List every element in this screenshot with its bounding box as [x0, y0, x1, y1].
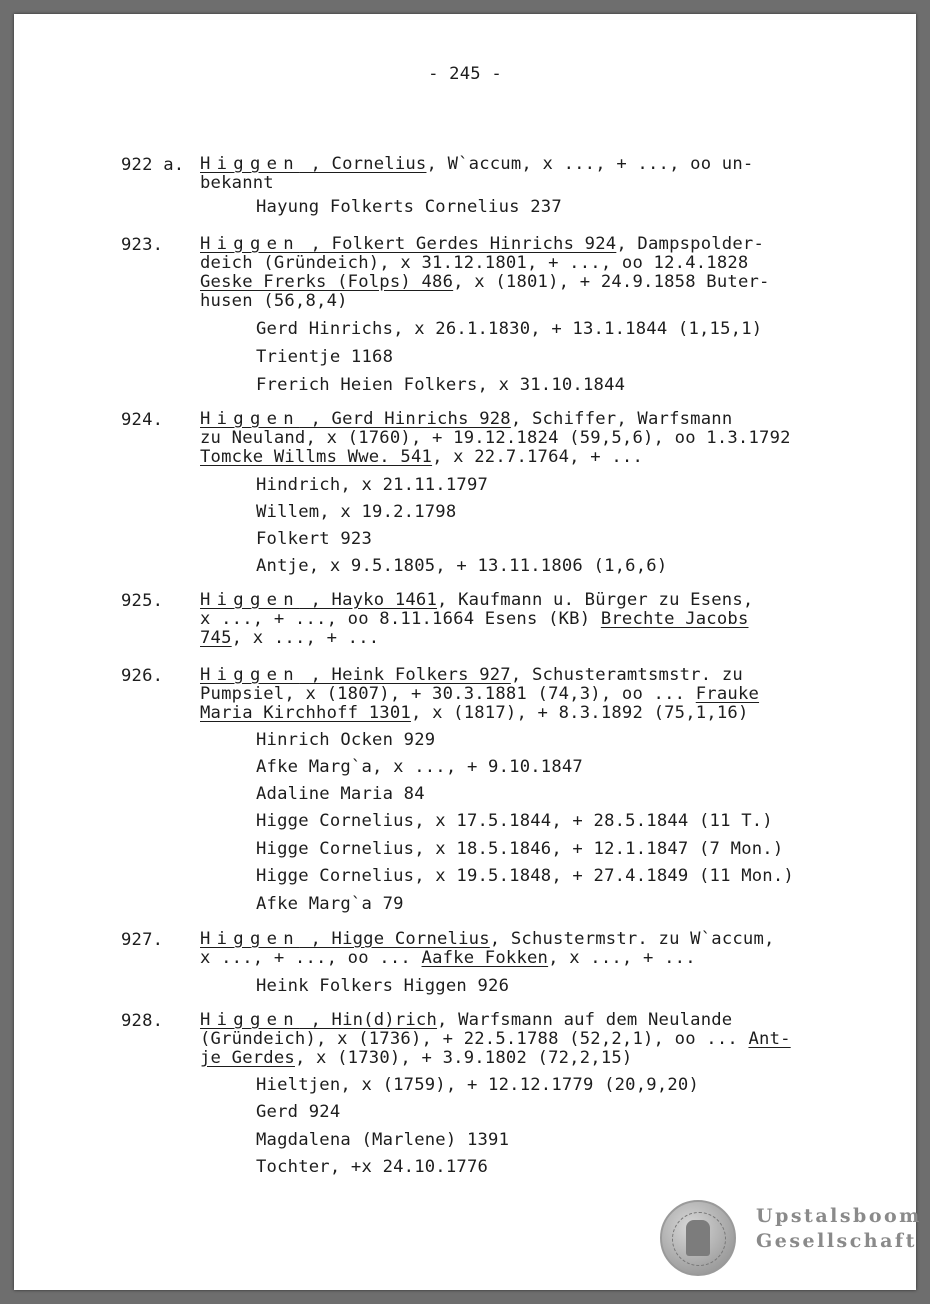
entry-text-segment: , Dampspolder-: [616, 234, 764, 254]
entry-line: [200, 591, 860, 610]
entry-line: [200, 949, 860, 968]
entry-line: [200, 254, 860, 273]
entry-text-segment: , Heink Folkers 927: [299, 665, 511, 685]
child-item: Tochter, +x 24.10.1776: [256, 1157, 489, 1177]
entry-text-segment: (Gründeich), x (1736), + 22.5.1788 (52,2,1), oo ...: [200, 1029, 749, 1049]
entry-line: [200, 629, 860, 648]
entry-text-segment: , x (1801), + 24.9.1858 Buter-: [453, 272, 770, 292]
entry-text-segment: je Gerdes: [200, 1048, 295, 1068]
child-item: Magdalena (Marlene) 1391: [256, 1130, 510, 1150]
child-item: Hayung Folkerts Cornelius 237: [256, 197, 562, 217]
entry-line: [200, 1011, 860, 1030]
child-item: Hindrich, x 21.11.1797: [256, 475, 489, 495]
child-item: Afke Marg`a, x ..., + 9.10.1847: [256, 757, 583, 777]
entry-text-segment: Ant-: [748, 1029, 791, 1049]
entry-line: [200, 273, 860, 292]
entry-text-segment: x ..., + ..., oo 8.11.1664 Esens (KB): [200, 609, 601, 629]
entry-text-segment: , Warfsmann auf dem Neulande: [437, 1010, 733, 1030]
entry-text-segment: , Schiffer, Warfsmann: [510, 409, 733, 429]
surname: Higgen: [200, 154, 300, 174]
entry-text-segment: , Higge Cornelius: [299, 929, 490, 949]
child-item: Trientje 1168: [256, 347, 394, 367]
entry-text-segment: Brechte Jacobs: [600, 609, 749, 629]
entry-line: [200, 1030, 860, 1049]
entry-line: [200, 448, 860, 467]
entry-text-segment: , x ..., + ...: [548, 948, 696, 968]
entry-number: 925.: [121, 591, 164, 611]
child-item: Willem, x 19.2.1798: [256, 502, 457, 522]
entry-text: [200, 930, 860, 968]
child-item: Antje, x 9.5.1805, + 13.11.1806 (1,6,6): [256, 556, 668, 576]
entry-number: 924.: [121, 410, 164, 430]
entry-text-segment: , x (1730), + 3.9.1802 (72,2,15): [294, 1048, 633, 1068]
surname: Higgen: [200, 929, 300, 949]
document-page: [14, 14, 922, 1290]
entry-line: [200, 930, 860, 949]
entry-text-segment: , Hin(d)rich: [299, 1010, 438, 1030]
entry-text: [200, 155, 860, 193]
entry-text: [200, 1011, 860, 1068]
society-logo: [660, 1200, 920, 1276]
entry-text-segment: , Hayko 1461: [299, 590, 438, 610]
child-item: Higge Cornelius, x 17.5.1844, + 28.5.1844 (11 T.): [256, 811, 773, 831]
child-item: Higge Cornelius, x 19.5.1848, + 27.4.1849 (11 Mon.): [256, 866, 794, 886]
entry-text-segment: , Schustermstr. zu W`accum,: [489, 929, 775, 949]
entry-text-segment: bekannt: [200, 173, 274, 193]
child-item: Hinrich Ocken 929: [256, 730, 436, 750]
entry-line: [200, 1049, 860, 1068]
entry-text-segment: husen (56,8,4): [200, 291, 348, 311]
entry-number: 927.: [121, 930, 164, 950]
entry-text-segment: Maria Kirchhoff 1301: [200, 703, 411, 723]
entry-line: [200, 610, 860, 629]
entry-line: [200, 704, 860, 723]
entry-text-segment: , Schusteramtsmstr. zu: [510, 665, 743, 685]
entry-text-segment: Geske Frerks (Folps) 486: [200, 272, 454, 292]
surname: Higgen: [200, 409, 300, 429]
child-item: Folkert 923: [256, 529, 373, 549]
entry-text-segment: Pumpsiel, x (1807), + 30.3.1881 (74,3), oo ...: [200, 684, 696, 704]
child-item: Gerd Hinrichs, x 26.1.1830, + 13.1.1844 (1,15,1): [256, 319, 763, 339]
entry-text-segment: , W`accum, x ..., + ..., oo un-: [426, 154, 754, 174]
entry-text-segment: deich (Gründeich), x 31.12.1801, + ..., oo 12.4.1828: [200, 253, 749, 273]
entry-text: [200, 235, 860, 311]
entry-text-segment: , x (1817), + 8.3.1892 (75,1,16): [410, 703, 749, 723]
seal-emblem-icon: [660, 1200, 736, 1276]
entry-line: [200, 429, 860, 448]
entry-text: [200, 410, 860, 467]
entry-line: [200, 174, 860, 193]
entry-line: [200, 155, 860, 174]
child-item: Frerich Heien Folkers, x 31.10.1844: [256, 375, 626, 395]
entry-text-segment: Aafke Fokken: [421, 948, 549, 968]
logo-line-2: Gesellschaft: [756, 1230, 917, 1252]
surname: Higgen: [200, 665, 300, 685]
surname: Higgen: [200, 1010, 300, 1030]
logo-line-1: Upstalsboom: [756, 1205, 922, 1227]
entry-text-segment: , x ..., + ...: [231, 628, 380, 648]
child-item: Heink Folkers Higgen 926: [256, 976, 510, 996]
entry-number: 926.: [121, 666, 164, 686]
child-item: Higge Cornelius, x 18.5.1846, + 12.1.1847 (7 Mon.): [256, 839, 784, 859]
entry-text-segment: , Kaufmann u. Bürger zu Esens,: [437, 590, 754, 610]
entry-line: [200, 666, 860, 685]
child-item: Hieltjen, x (1759), + 12.12.1779 (20,9,20): [256, 1075, 700, 1095]
child-item: Adaline Maria 84: [256, 784, 425, 804]
entry-text-segment: x ..., + ..., oo ...: [200, 948, 422, 968]
entry-text-segment: Frauke: [695, 684, 760, 704]
entry-text-segment: , Cornelius: [299, 154, 427, 174]
surname: Higgen: [200, 234, 300, 254]
entry-text-segment: , Gerd Hinrichs 928: [299, 409, 511, 429]
entry-text-segment: zu Neuland, x (1760), + 19.12.1824 (59,5,6), oo 1.3.1792: [200, 428, 791, 448]
entry-line: [200, 235, 860, 254]
entry-text: [200, 666, 860, 723]
entry-text-segment: Tomcke Willms Wwe. 541: [200, 447, 433, 467]
entry-line: [200, 292, 860, 311]
entry-number: 928.: [121, 1011, 164, 1031]
entry-text: [200, 591, 860, 648]
entry-number: 923.: [121, 235, 164, 255]
entry-text-segment: , Folkert Gerdes Hinrichs 924: [299, 234, 617, 254]
surname: Higgen: [200, 590, 300, 610]
child-item: Afke Marg`a 79: [256, 894, 404, 914]
entry-number: 922 a.: [121, 155, 185, 175]
entry-text-segment: 745: [200, 628, 232, 648]
entry-text-segment: , x 22.7.1764, + ...: [432, 447, 644, 467]
page-number: - 245 -: [428, 64, 502, 84]
child-item: Gerd 924: [256, 1102, 341, 1122]
entry-line: [200, 410, 860, 429]
entry-line: [200, 685, 860, 704]
